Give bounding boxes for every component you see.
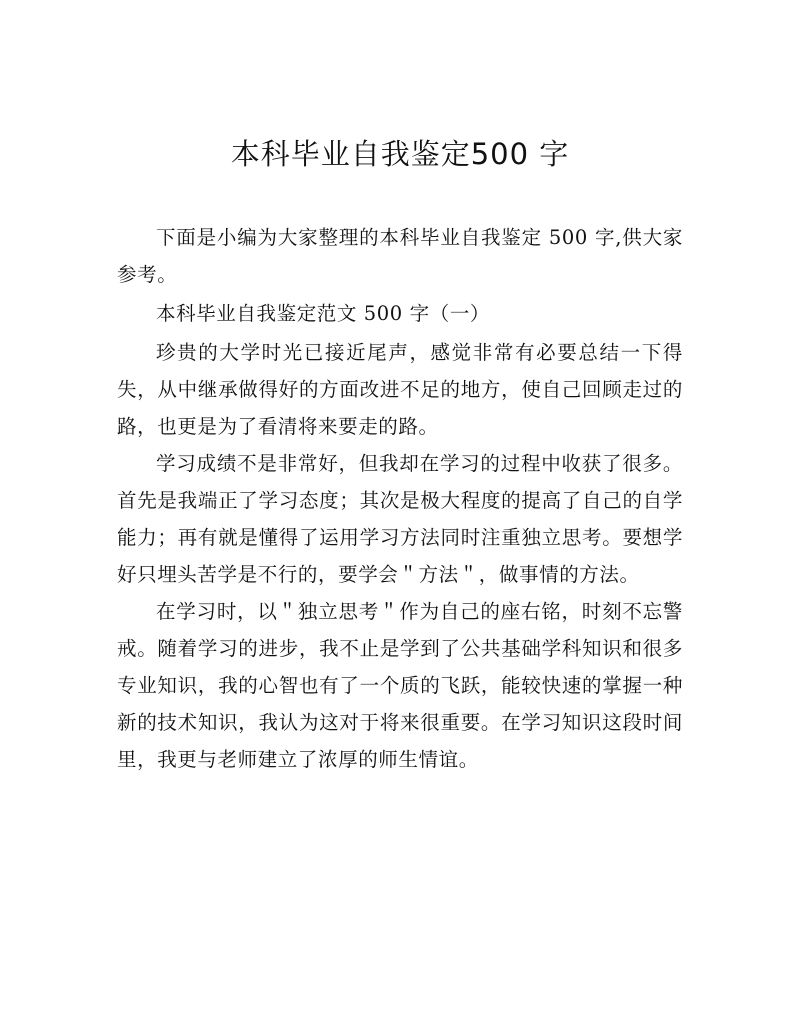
body-paragraph: 学习成绩不是非常好，但我却在学习的过程中收获了很多。首先是我端正了学习态度；其次是极大程度的提高了自己的自学能力；再有就是懂得了运用学习方法同时注重独立思考。要想学好只埋头苦学是不行的，要学会＂方法＂，做事情的方法。 xyxy=(117,452,683,586)
body-paragraph: 珍贵的大学时光已接近尾声，感觉非常有必要总结一下得失，从中继承做得好的方面改进不足的地方，使自己回顾走过的路，也更是为了看清将来要走的路。 xyxy=(117,341,683,438)
document-body xyxy=(117,219,683,778)
page-title: 本科毕业自我鉴定500 字 xyxy=(230,137,570,171)
section-heading: 本科毕业自我鉴定范文 500 字（一） xyxy=(156,302,491,325)
intro-paragraph: 下面是小编为大家整理的本科毕业自我鉴定 500 字,供大家参考。 xyxy=(117,226,683,286)
body-paragraph: 在学习时，以＂独立思考＂作为自己的座右铭，时刻不忘警戒。随着学习的进步，我不止是学到了公共基础学科知识和很多专业知识，我的心智也有了一个质的飞跃，能较快速的掌握一种新的技术知识，我认为这对于将来很重要。在学习知识这段时间里，我更与老师建立了浓厚的师生情谊。 xyxy=(117,600,683,771)
